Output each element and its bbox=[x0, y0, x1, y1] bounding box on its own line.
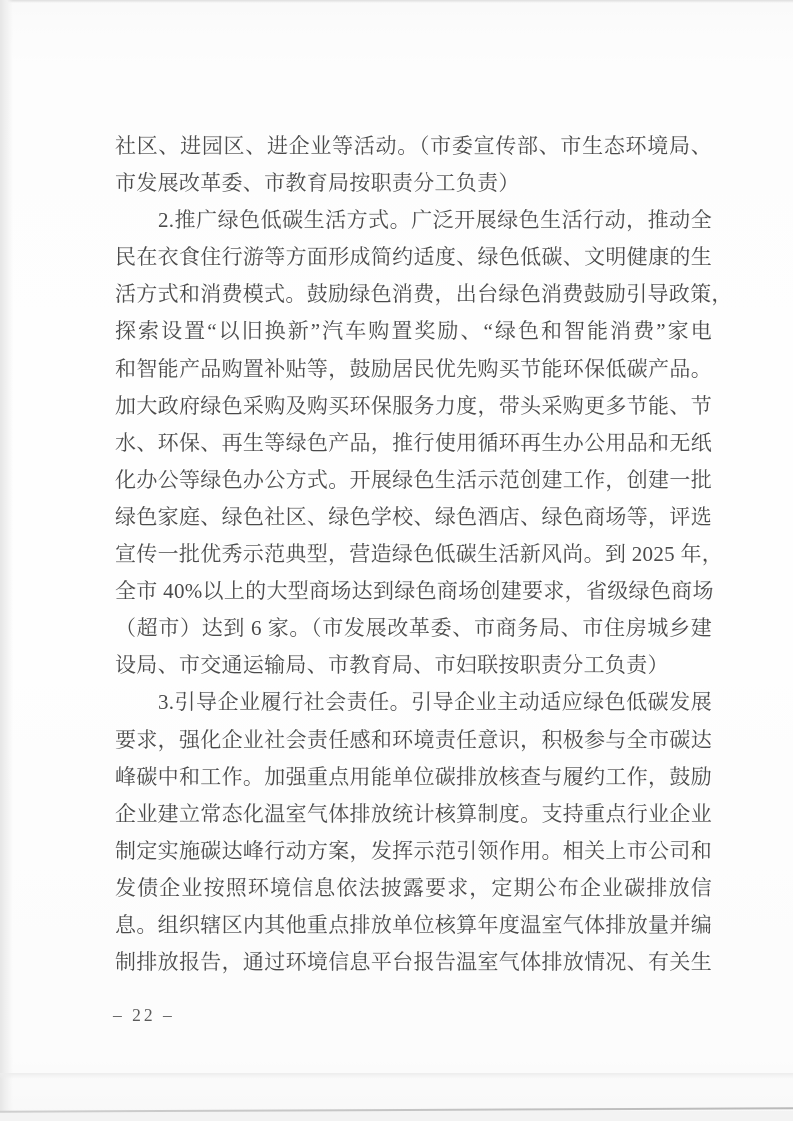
text-line: 3.引导企业履行社会责任。引导企业主动适应绿色低碳发展 bbox=[158, 690, 712, 715]
text-line: 社区、进园区、进企业等活动。（市委宣传部、市生态环境局、 bbox=[115, 134, 712, 158]
text-line: 发债企业按照环境信息依法披露要求，定期公布企业碳排放信 bbox=[115, 875, 712, 900]
text-line: 宣传一批优秀示范典型，营造绿色低碳生活新风尚。到 2025 年， bbox=[115, 542, 724, 567]
text-line: （超市）达到 6 家。（市发展改革委、市商务局、市住房城乡建 bbox=[115, 616, 712, 641]
scan-bottom-shadow bbox=[0, 1073, 793, 1079]
text-line: 要求，强化企业社会责任感和环境责任意识，积极参与全市碳达 bbox=[115, 727, 712, 752]
text-line: 水、环保、再生等绿色产品，推行使用循环再生办公用品和无纸 bbox=[115, 430, 712, 455]
text-line: 民在衣食住行游等方面形成简约适度、绿色低碳、文明健康的生 bbox=[115, 245, 712, 270]
text-line: 绿色家庭、绿色社区、绿色学校、绿色酒店、绿色商场等，评选 bbox=[115, 504, 712, 529]
text-line: 峰碳中和工作。加强重点用能单位碳排放核查与履约工作，鼓励 bbox=[115, 764, 712, 789]
text-line: 市发展改革委、市教育局按职责分工负责） bbox=[115, 171, 520, 196]
page-number: – 22 – bbox=[113, 1005, 175, 1025]
text-line: 活方式和消费模式。鼓励绿色消费，出台绿色消费鼓励引导政策， bbox=[115, 282, 733, 307]
text-line: 设局、市交通运输局、市教育局、市妇联按职责分工负责） bbox=[115, 653, 669, 678]
text-line: 加大政府绿色采购及购买环保服务力度，带头采购更多节能、节 bbox=[115, 393, 712, 418]
text-line: 制排放报告，通过环境信息平台报告温室气体排放情况、有关生 bbox=[115, 950, 712, 975]
text-line: 全市 40%以上的大型商场达到绿色商场创建要求，省级绿色商场 bbox=[115, 579, 714, 604]
document-body bbox=[115, 128, 733, 981]
text-line: 制定实施碳达峰行动方案，发挥示范引领作用。相关上市公司和 bbox=[115, 838, 712, 863]
text-line: 探索设置“以旧换新”汽车购置奖励、“绿色和智能消费”家电 bbox=[115, 319, 712, 344]
text-line: 2.推广绿色低碳生活方式。广泛开展绿色生活行动，推动全 bbox=[158, 208, 712, 233]
scan-left-edge bbox=[0, 0, 13, 1121]
text-line: 息。组织辖区内其他重点排放单位核算年度温室气体排放量并编 bbox=[115, 912, 712, 937]
text-line: 和智能产品购置补贴等，鼓励居民优先购买节能环保低碳产品。 bbox=[115, 356, 712, 381]
scan-top-edge bbox=[0, 0, 793, 3]
text-line: 企业建立常态化温室气体排放统计核算制度。支持重点行业企业 bbox=[115, 801, 712, 826]
text-line: 化办公等绿色办公方式。开展绿色生活示范创建工作，创建一批 bbox=[115, 467, 712, 492]
scan-bottom-band bbox=[0, 1111, 793, 1121]
